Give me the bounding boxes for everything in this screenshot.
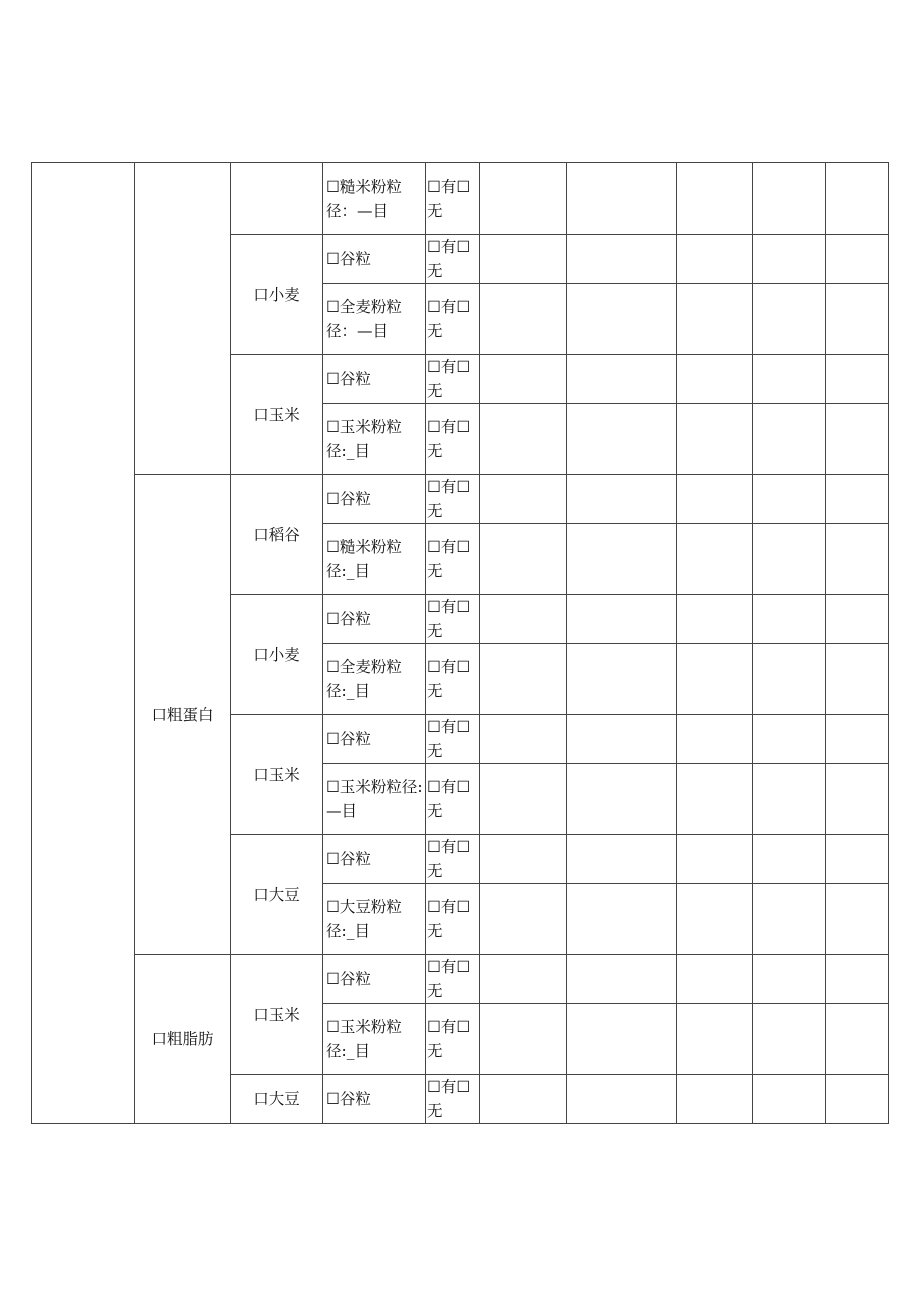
- blank-cell[interactable]: [826, 955, 889, 1004]
- blank-cell[interactable]: [677, 884, 753, 955]
- option-cell[interactable]: ☐有☐无: [426, 884, 480, 955]
- blank-cell[interactable]: [826, 764, 889, 835]
- blank-cell[interactable]: [480, 715, 567, 764]
- nutrient-cell: 口粗脂肪: [135, 955, 231, 1124]
- option-cell[interactable]: ☐有☐无: [426, 475, 480, 524]
- grain-cell-continued: [231, 163, 323, 235]
- blank-cell[interactable]: [567, 284, 677, 355]
- option-cell[interactable]: ☐有☐无: [426, 1004, 480, 1075]
- blank-cell[interactable]: [826, 355, 889, 404]
- grain-cell: 口小麦: [231, 235, 323, 355]
- option-cell[interactable]: ☐有☐无: [426, 835, 480, 884]
- blank-cell[interactable]: [480, 644, 567, 715]
- item-cell[interactable]: ☐谷粒: [323, 355, 426, 404]
- blank-cell[interactable]: [753, 235, 826, 284]
- item-cell[interactable]: ☐玉米粉粒径:—目: [323, 764, 426, 835]
- blank-cell[interactable]: [826, 884, 889, 955]
- item-cell[interactable]: ☐玉米粉粒径:_目: [323, 1004, 426, 1075]
- blank-cell[interactable]: [826, 1075, 889, 1124]
- blank-cell[interactable]: [753, 595, 826, 644]
- item-cell[interactable]: ☐谷粒: [323, 1075, 426, 1124]
- blank-cell[interactable]: [677, 284, 753, 355]
- item-cell[interactable]: ☐谷粒: [323, 955, 426, 1004]
- blank-cell[interactable]: [480, 284, 567, 355]
- blank-cell[interactable]: [480, 1004, 567, 1075]
- blank-cell[interactable]: [753, 404, 826, 475]
- blank-cell[interactable]: [567, 235, 677, 284]
- grain-cell: 口大豆: [231, 835, 323, 955]
- blank-cell[interactable]: [480, 1075, 567, 1124]
- blank-cell[interactable]: [567, 884, 677, 955]
- option-cell[interactable]: ☐有☐无: [426, 764, 480, 835]
- grain-cell: 口玉米: [231, 955, 323, 1075]
- blank-cell[interactable]: [826, 595, 889, 644]
- option-cell[interactable]: ☐有☐无: [426, 163, 480, 235]
- blank-cell[interactable]: [826, 163, 889, 235]
- blank-cell[interactable]: [480, 475, 567, 524]
- option-cell[interactable]: ☐有☐无: [426, 1075, 480, 1124]
- blank-cell[interactable]: [480, 764, 567, 835]
- blank-cell[interactable]: [480, 524, 567, 595]
- blank-cell[interactable]: [567, 404, 677, 475]
- blank-cell[interactable]: [567, 644, 677, 715]
- blank-cell[interactable]: [753, 1004, 826, 1075]
- option-cell[interactable]: ☐有☐无: [426, 595, 480, 644]
- item-cell[interactable]: ☐谷粒: [323, 235, 426, 284]
- item-cell[interactable]: ☐全麦粉粒径:_目: [323, 644, 426, 715]
- blank-cell[interactable]: [567, 355, 677, 404]
- blank-cell[interactable]: [753, 284, 826, 355]
- blank-cell[interactable]: [677, 235, 753, 284]
- blank-cell[interactable]: [677, 764, 753, 835]
- option-cell[interactable]: ☐有☐无: [426, 715, 480, 764]
- grain-cell: 口稻谷: [231, 475, 323, 595]
- blank-cell[interactable]: [567, 715, 677, 764]
- blank-cell[interactable]: [677, 163, 753, 235]
- blank-cell[interactable]: [826, 235, 889, 284]
- blank-cell[interactable]: [826, 644, 889, 715]
- blank-cell[interactable]: [826, 715, 889, 764]
- option-cell[interactable]: ☐有☐无: [426, 235, 480, 284]
- blank-cell[interactable]: [567, 524, 677, 595]
- item-cell[interactable]: ☐糙米粉粒径:_目: [323, 524, 426, 595]
- blank-cell[interactable]: [480, 355, 567, 404]
- blank-cell[interactable]: [677, 595, 753, 644]
- blank-cell[interactable]: [753, 644, 826, 715]
- blank-cell[interactable]: [753, 884, 826, 955]
- blank-cell[interactable]: [753, 955, 826, 1004]
- blank-cell[interactable]: [677, 1075, 753, 1124]
- option-cell[interactable]: ☐有☐无: [426, 955, 480, 1004]
- nutrient-cell: 口粗蛋白: [135, 475, 231, 955]
- blank-cell[interactable]: [753, 1075, 826, 1124]
- blank-cell[interactable]: [826, 284, 889, 355]
- blank-cell[interactable]: [567, 1075, 677, 1124]
- blank-cell[interactable]: [826, 524, 889, 595]
- blank-cell[interactable]: [753, 715, 826, 764]
- blank-cell[interactable]: [826, 475, 889, 524]
- item-cell[interactable]: ☐谷粒: [323, 595, 426, 644]
- item-cell[interactable]: ☐谷粒: [323, 475, 426, 524]
- blank-cell[interactable]: [677, 715, 753, 764]
- blank-cell[interactable]: [753, 163, 826, 235]
- blank-cell[interactable]: [567, 595, 677, 644]
- option-cell[interactable]: ☐有☐无: [426, 404, 480, 475]
- option-cell[interactable]: ☐有☐无: [426, 284, 480, 355]
- blank-cell[interactable]: [677, 955, 753, 1004]
- blank-cell[interactable]: [677, 1004, 753, 1075]
- blank-cell[interactable]: [567, 835, 677, 884]
- option-cell[interactable]: ☐有☐无: [426, 644, 480, 715]
- option-cell[interactable]: ☐有☐无: [426, 355, 480, 404]
- blank-cell[interactable]: [677, 644, 753, 715]
- blank-cell[interactable]: [753, 524, 826, 595]
- grain-cell: 口玉米: [231, 355, 323, 475]
- blank-cell[interactable]: [826, 404, 889, 475]
- blank-cell[interactable]: [480, 835, 567, 884]
- item-cell[interactable]: ☐全麦粉粒径：—目: [323, 284, 426, 355]
- blank-cell[interactable]: [480, 235, 567, 284]
- nutrient-cell-continued: [135, 163, 231, 475]
- blank-cell[interactable]: [826, 1004, 889, 1075]
- blank-cell[interactable]: [753, 764, 826, 835]
- item-cell[interactable]: ☐谷粒: [323, 715, 426, 764]
- blank-cell[interactable]: [677, 835, 753, 884]
- item-cell[interactable]: ☐大豆粉粒径:_目: [323, 884, 426, 955]
- blank-cell[interactable]: [826, 835, 889, 884]
- blank-cell[interactable]: [480, 955, 567, 1004]
- item-cell[interactable]: ☐玉米粉粒径:_目: [323, 404, 426, 475]
- grain-cell: 口玉米: [231, 715, 323, 835]
- blank-cell[interactable]: [567, 955, 677, 1004]
- blank-cell[interactable]: [480, 595, 567, 644]
- blank-cell[interactable]: [480, 404, 567, 475]
- blank-cell[interactable]: [677, 404, 753, 475]
- item-cell[interactable]: ☐谷粒: [323, 835, 426, 884]
- grain-cell: 口小麦: [231, 595, 323, 715]
- blank-cell[interactable]: [567, 475, 677, 524]
- item-cell[interactable]: ☐糙米粉粒径：—目: [323, 163, 426, 235]
- blank-cell[interactable]: [567, 764, 677, 835]
- form-table: [31, 162, 889, 1124]
- blank-cell[interactable]: [567, 163, 677, 235]
- option-cell[interactable]: ☐有☐无: [426, 524, 480, 595]
- grain-cell: 口大豆: [231, 1075, 323, 1124]
- blank-cell[interactable]: [677, 355, 753, 404]
- blank-cell[interactable]: [677, 524, 753, 595]
- category-cell: [32, 163, 135, 1124]
- blank-cell[interactable]: [567, 1004, 677, 1075]
- blank-cell[interactable]: [480, 884, 567, 955]
- blank-cell[interactable]: [753, 355, 826, 404]
- blank-cell[interactable]: [480, 163, 567, 235]
- blank-cell[interactable]: [677, 475, 753, 524]
- blank-cell[interactable]: [753, 475, 826, 524]
- blank-cell[interactable]: [753, 835, 826, 884]
